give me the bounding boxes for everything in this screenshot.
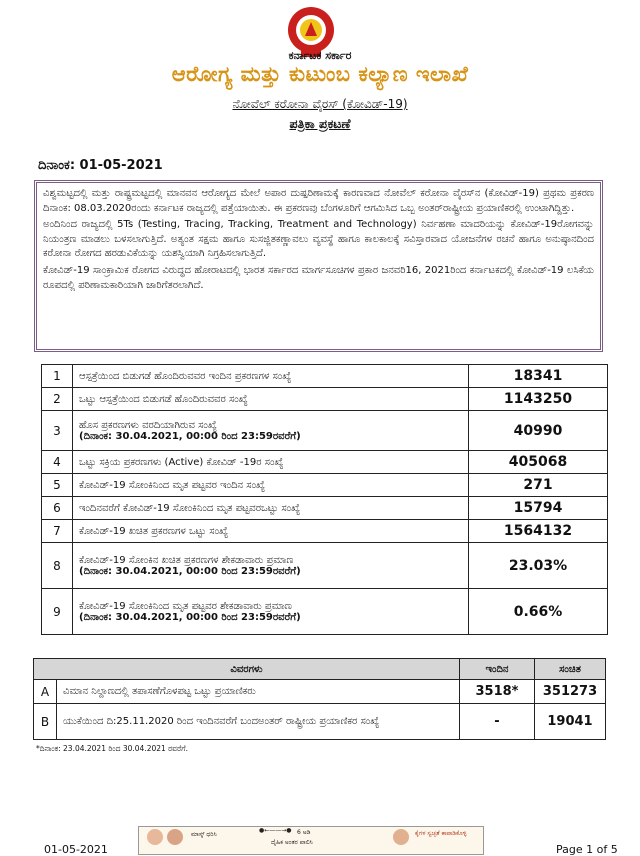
banner-distance-sub: ದೈಹಿಕ ಅಂತರ ಪಾಲಿಸಿ xyxy=(271,839,313,846)
row-number: 6 xyxy=(42,497,73,520)
row-label: ಕೋವಿಡ್-19 ಸೋಂಕಿನಿಂದ ಮೃತ ಪಟ್ಟವರ ಇಂದಿನ ಸಂಖ್ಯೆ xyxy=(73,474,469,497)
row-value: 15794 xyxy=(469,497,608,520)
row-letter: B xyxy=(34,704,57,740)
row-label: ಕೋವಿಡ್-19 ಸೋಂಕಿನಿಂದ ಮೃತ ಪಟ್ಟವರ ಶೇಕಡಾವಾರು ಪ್ರಮಾಣ xyxy=(79,600,292,612)
travel-table xyxy=(33,658,606,740)
info-paragraph: ವಿಶ್ವಮಟ್ಟದಲ್ಲಿ ಮತ್ತು ರಾಷ್ಟ್ರಮಟ್ಟದಲ್ಲಿ ಮಾನವನ ಆರೋಗ್ಯದ ಮೇಲೆ ಅಪಾರ ದುಷ್ಪರಿಣಾಮಕ್ಕೆ ಕಾರಣವಾದ ನೋವೆಲ್ ಕರೋನಾ ವೈರಸ್‌ನ (ಕೋವಿಡ್-19) ಪ್ರಥಮ ಪ್ರಕರಣ ದಿನಾಂಕ: 08.03.2020ರಂದು ಕರ್ನಾಟಕ ರಾಜ್ಯದಲ್ಲಿ ಪತ್ತೆಯಾಯಿತು. ಈ ಪ್ರಕರಣವು ಬೆಂಗಳೂರಿಗೆ ಆಗಮಿಸಿದ ಒಬ್ಬ ಅಂತರ್‌ರಾಷ್ಟ್ರೀಯ ಪ್ರಯಾಣಿಕರಲ್ಲಿ ಉಂಟಾಗಿದ್ದಿತ್ತು. xyxy=(43,188,594,214)
cumulative-header: ಸಂಚಿತ xyxy=(535,659,606,680)
table-row xyxy=(42,520,608,543)
row-sublabel: (ದಿನಾಂಕ: 30.04.2021, 00:00 ರಿಂದ 23:59ರವರೆಗೆ) xyxy=(79,430,301,442)
table-row xyxy=(42,365,608,388)
row-label: ಕೋವಿಡ್-19 ಸೋಂಕಿನ ಖಚಿತ ಪ್ರಕರಣಗಳ ಶೇಕಡಾವಾರು ಪ್ರಮಾಣ xyxy=(79,554,294,566)
banner-mask-text: ಮಾಸ್ಕ್ ಧರಿಸಿ xyxy=(191,831,217,838)
safety-banner xyxy=(138,826,484,855)
banner-distance-text: 6 ಅಡಿ xyxy=(297,829,311,836)
statistics-table xyxy=(41,364,608,635)
row-label: ಯುಕೆಯಿಂದ ದಿ:25.11.2020 ರಿಂದ ಇಂದಿನವರೆಗೆ ಬಂದಅಂತರ್ ರಾಷ್ಟ್ರೀಯ ಪ್ರಯಾಣಿಕರ ಸಂಖ್ಯೆ xyxy=(57,704,460,740)
table-row xyxy=(42,589,608,635)
row-value: 1143250 xyxy=(469,388,608,411)
row-number: 1 xyxy=(42,365,73,388)
row-number: 4 xyxy=(42,451,73,474)
table-row xyxy=(42,474,608,497)
row-number: 3 xyxy=(42,411,73,451)
report-date: ದಿನಾಂಕ: 01-05-2021 xyxy=(38,158,163,173)
table-row xyxy=(34,680,606,704)
government-title: ಕರ್ನಾಟಕ ಸರ್ಕಾರ xyxy=(288,49,352,62)
person-distance-icon: ●←——→● xyxy=(259,827,292,834)
row-value: 40990 xyxy=(469,411,608,451)
row-label-cell xyxy=(73,589,469,635)
row-label: ಆಸ್ಪತ್ರೆಯಿಂದ ಬಿಡುಗಡೆ ಹೊಂದಿರುವವರ ಇಂದಿನ ಪ್ರಕರಣಗಳ ಸಂಖ್ಯೆ xyxy=(73,365,469,388)
row-number: 5 xyxy=(42,474,73,497)
page-number: Page 1 of 5 xyxy=(556,843,618,856)
row-letter: A xyxy=(34,680,57,704)
table-row xyxy=(42,411,608,451)
table-header-row xyxy=(34,659,606,680)
department-title: ಆರೋಗ್ಯ ಮತ್ತು ಕುಟುಂಬ ಕಲ್ಯಾಣ ಇಲಾಖೆ xyxy=(171,62,469,86)
row-label: ಒಟ್ಟು ಸಕ್ರಿಯ ಪ್ರಕರಣಗಳು (Active) ಕೋವಿಡ್ -19ರ ಸಂಖ್ಯೆ xyxy=(73,451,469,474)
row-value: 405068 xyxy=(469,451,608,474)
press-release-title: ಪತ್ರಿಕಾ ಪ್ರಕಟಣೆ xyxy=(289,116,351,131)
row-value: 23.03% xyxy=(469,543,608,589)
banner-hands-text: ಕೈಗಳ ಸ್ವಚ್ಛತೆ ಕಾಪಾಡಿಕೊಳ್ಳಿ xyxy=(415,830,467,837)
footer-date: 01-05-2021 xyxy=(44,843,108,856)
today-header: ಇಂದಿನ xyxy=(460,659,535,680)
row-sublabel: (ದಿನಾಂಕ: 30.04.2021, 00:00 ರಿಂದ 23:59ರವರೆಗೆ) xyxy=(79,565,301,577)
novel-corona-title: ನೋವೆಲ್ ಕರೋನಾ ವೈರಸ್ (ಕೋವಿಡ್-19) xyxy=(232,97,408,111)
row-cumulative-value: 19041 xyxy=(535,704,606,740)
row-number: 9 xyxy=(42,589,73,635)
row-number: 7 xyxy=(42,520,73,543)
mask-person-icon xyxy=(147,829,163,845)
footnote: *ದಿನಾಂಕ: 23.04.2021 ರಿಂದ 30.04.2021 ರವರೆಗೆ. xyxy=(36,744,188,753)
row-value: 271 xyxy=(469,474,608,497)
table-row xyxy=(42,451,608,474)
row-today-value: 3518* xyxy=(460,680,535,704)
row-label-cell xyxy=(73,411,469,451)
row-label: ಹೊಸ ಪ್ರಕರಣಗಳು ವರದಿಯಾಗಿರುವ ಸಂಖ್ಯೆ xyxy=(79,419,217,431)
table-row xyxy=(42,497,608,520)
row-today-value: - xyxy=(460,704,535,740)
details-header: ವಿವರಗಳು xyxy=(34,659,460,680)
info-box xyxy=(34,180,603,352)
row-value: 18341 xyxy=(469,365,608,388)
mask-person-icon xyxy=(167,829,183,845)
row-label-cell xyxy=(73,543,469,589)
row-label: ಕೋವಿಡ್-19 ಖಚಿತ ಪ್ರಕರಣಗಳ ಒಟ್ಟು ಸಂಖ್ಯೆ xyxy=(73,520,469,543)
row-label: ಇಂದಿನವರೆಗೆ ಕೋವಿಡ್-19 ಸೋಂಕಿನಿಂದ ಮೃತ ಪಟ್ಟವರಒಟ್ಟು ಸಂಖ್ಯೆ xyxy=(73,497,469,520)
row-cumulative-value: 351273 xyxy=(535,680,606,704)
row-number: 8 xyxy=(42,543,73,589)
row-sublabel: (ದಿನಾಂಕ: 30.04.2021, 00:00 ರಿಂದ 23:59ರವರೆಗೆ) xyxy=(79,611,301,623)
info-paragraph: ಕೋವಿಡ್-19 ಸಾಂಕ್ರಾಮಿಕ ರೋಗದ ವಿರುದ್ಧದ ಹೋರಾಟದಲ್ಲಿ ಭಾರತ ಸರ್ಕಾರದ ಮಾರ್ಗಸೂಚಿಗಳ ಪ್ರಕಾರ ಜನವರಿ16, 2021ರಿಂದ ಕರ್ನಾಟಕದಲ್ಲಿ ಕೋವಿಡ್-19 ಲಸಿಕೆಯ ರೂಪದಲ್ಲಿ ಪರಿಣಾಮಕಾರಿಯಾಗಿ ಜಾರಿಗೆತರಲಾಗಿದೆ. xyxy=(43,264,594,291)
table-row xyxy=(42,388,608,411)
row-value: 0.66% xyxy=(469,589,608,635)
info-paragraph: ಅಂದಿನಿಂದ ರಾಜ್ಯದಲ್ಲಿ 5Ts (Testing, Tracing, Tracking, Treatment and Technology) ನಿರ್ವಹಣಾ ಮಾದರಿಯನ್ನು ಕೋವಿಡ್-19ರೋಗವನ್ನು ನಿಯಂತ್ರಣ ಮಾಡಲು ಬಳಸಲಾಗುತ್ತಿದೆ. ಅತ್ಯಂತ ಸಕ್ಷಮ ಹಾಗೂ ಸುಸಜ್ಜಿತಕಣ್ಣಾವಲು ವ್ಯವಸ್ಥೆ ಹಾಗೂ ಕಾಲಕಾಲಕ್ಕೆ ಸವಿಸ್ತಾರವಾದ ಯೋಜನೆಗಳ ರಚನೆ ಹಾಗೂ ಅನುಷ್ಠಾನದಿಂದ ಕರೋನಾ ರೋಗದ ಹರಡುವಿಕೆಯನ್ನು ಯಶಸ್ವಿಯಾಗಿ ನಿಗ್ರಹಿಸಲಾಗುತ್ತಿದೆ. xyxy=(43,219,594,260)
row-label: ಒಟ್ಟು ಆಸ್ಪತ್ರೆಯಿಂದ ಬಿಡುಗಡೆ ಹೊಂದಿರುವವರ ಸಂಖ್ಯೆ xyxy=(73,388,469,411)
table-row xyxy=(34,704,606,740)
row-label: ವಿಮಾನ ನಿಲ್ದಾಣದಲ್ಲಿ ತಪಾಸಣೆಗೊಳಪಟ್ಟ ಒಟ್ಟು ಪ್ರಯಾಣಿಕರು xyxy=(57,680,460,704)
table-row xyxy=(42,543,608,589)
row-value: 1564132 xyxy=(469,520,608,543)
row-number: 2 xyxy=(42,388,73,411)
handwash-icon xyxy=(393,829,409,845)
